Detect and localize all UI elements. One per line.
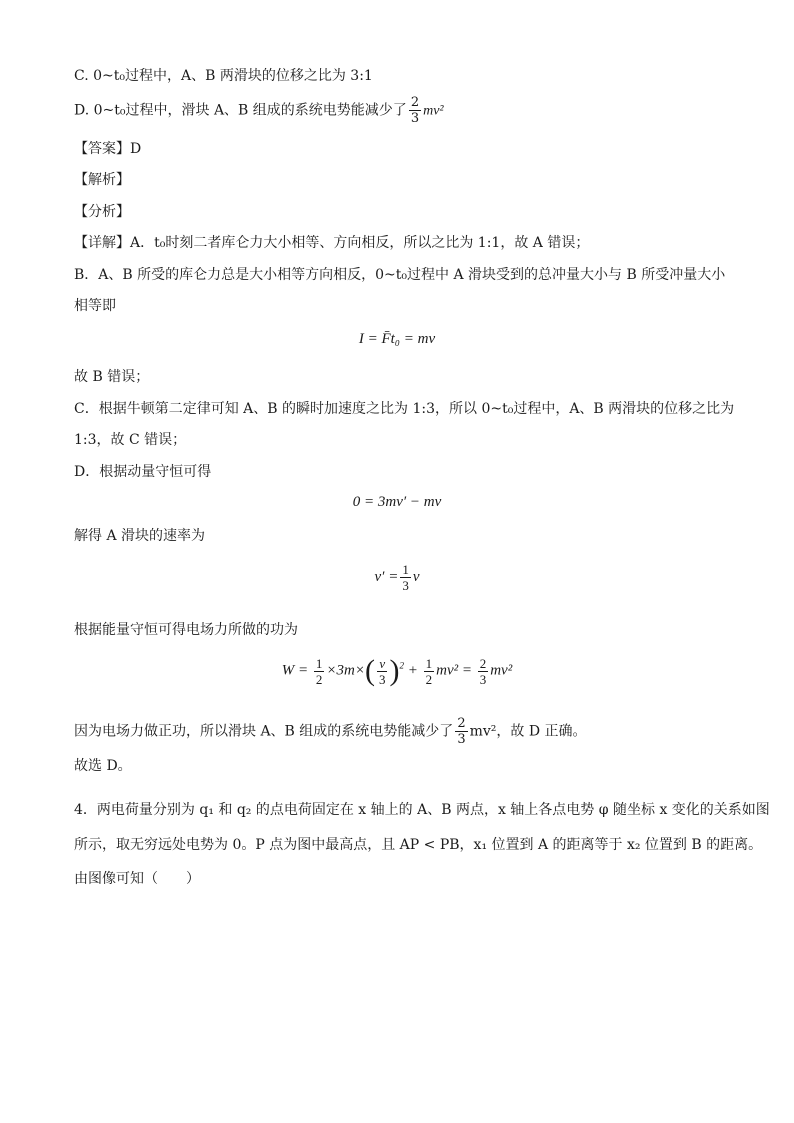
denominator: 3 — [402, 578, 409, 593]
numerator: 1 — [425, 655, 433, 671]
work-result: mv² — [490, 662, 513, 679]
equation-impulse: I = F̄t₀ = mv — [358, 331, 436, 347]
option-c: C. 0~t₀过程中，A、B 两滑块的位移之比为 3:1 — [74, 68, 373, 84]
detail-b-end: 故 B 错误； — [74, 369, 150, 385]
fraction — [409, 95, 421, 126]
detail-c-line2: 1:3，故 C 错误； — [74, 432, 187, 448]
fenxi-label: 【分析】 — [74, 204, 130, 220]
denominator: 3 — [479, 671, 487, 687]
detail-d4-text: 因为电场力做正功，所以滑块 A、B 组成的系统电势能减少了 — [74, 723, 454, 740]
velocity-lhs: v′ = — [374, 568, 399, 585]
denominator: 3 — [410, 111, 420, 126]
numerator: v — [377, 656, 388, 672]
question-4-line2: 所示，取无穷远处电势为 0。P 点为图中最高点，且 AP < PB，x₁ 位置到 A 的距离等于 x₂ 位置到 B 的距离。 — [74, 837, 763, 853]
choose-answer: 故选 D。 — [74, 758, 132, 774]
denominator: 3 — [457, 732, 466, 747]
option-d-text: D. 0~t₀过程中，滑块 A、B 组成的系统电势能减少了 — [74, 102, 407, 119]
detail-d-line4 — [74, 716, 587, 747]
detail-d-line3: 根据能量守恒可得电场力所做的功为 — [74, 622, 298, 638]
question-4-line3: 由图像可知（ ） — [74, 871, 200, 887]
plus-sign: + — [407, 662, 418, 679]
denominator: 2 — [425, 671, 433, 687]
denominator: 2 — [315, 671, 323, 687]
detail-d-line2: 解得 A 滑块的速率为 — [74, 528, 206, 544]
work-term: mv² = — [436, 662, 472, 679]
fraction — [455, 716, 467, 747]
equation-momentum: 0 = 3mv′ − mv — [352, 494, 442, 510]
detail-b-line1: B．A、B 所受的库仑力总是大小相等方向相反，0~t₀过程中 A 滑块受到的总冲量大小与 B 所受冲量大小 — [74, 267, 726, 283]
fraction — [400, 562, 411, 593]
fraction — [377, 656, 388, 687]
denominator: 3 — [378, 671, 386, 687]
equation-velocity — [0, 562, 794, 593]
numerator: 1 — [315, 655, 323, 671]
detail-b-line2: 相等即 — [74, 298, 116, 314]
detail-a: 【详解】A．t₀时刻二者库仑力大小相等、方向相反，所以之比为 1:1，故 A 错误； — [74, 235, 590, 251]
numerator: 2 — [479, 655, 487, 671]
option-d-suffix: mv² — [423, 103, 444, 119]
detail-d4-suffix: mv²，故 D 正确。 — [469, 723, 587, 740]
option-d — [74, 95, 444, 126]
fraction — [424, 656, 435, 687]
left-paren: ( — [364, 654, 375, 687]
answer: 【答案】D — [74, 141, 142, 157]
numerator: 2 — [457, 716, 466, 731]
fraction — [478, 656, 489, 687]
detail-d-line1: D．根据动量守恒可得 — [74, 464, 212, 480]
analysis-label: 【解析】 — [74, 172, 130, 188]
numerator: 1 — [402, 562, 409, 577]
detail-c-line1: C．根据牛顿第二定律可知 A、B 的瞬时加速度之比为 1:3，所以 0~t₀过程中，A、B 两滑块的位移之比为 — [74, 401, 735, 417]
right-paren: ) — [389, 654, 400, 687]
numerator: 2 — [410, 95, 420, 110]
equation-work — [0, 654, 794, 688]
question-4-line1: 4．两电荷量分别为 q₁ 和 q₂ 的点电荷固定在 x 轴上的 A、B 两点，x 轴上各点电势 φ 随坐标 x 变化的关系如图 — [74, 802, 770, 818]
exponent: 2 — [399, 660, 404, 671]
fraction — [314, 656, 325, 687]
work-lhs: W = — [281, 662, 309, 679]
velocity-rhs: v — [412, 568, 420, 585]
work-mid: ×3m× — [326, 662, 365, 679]
